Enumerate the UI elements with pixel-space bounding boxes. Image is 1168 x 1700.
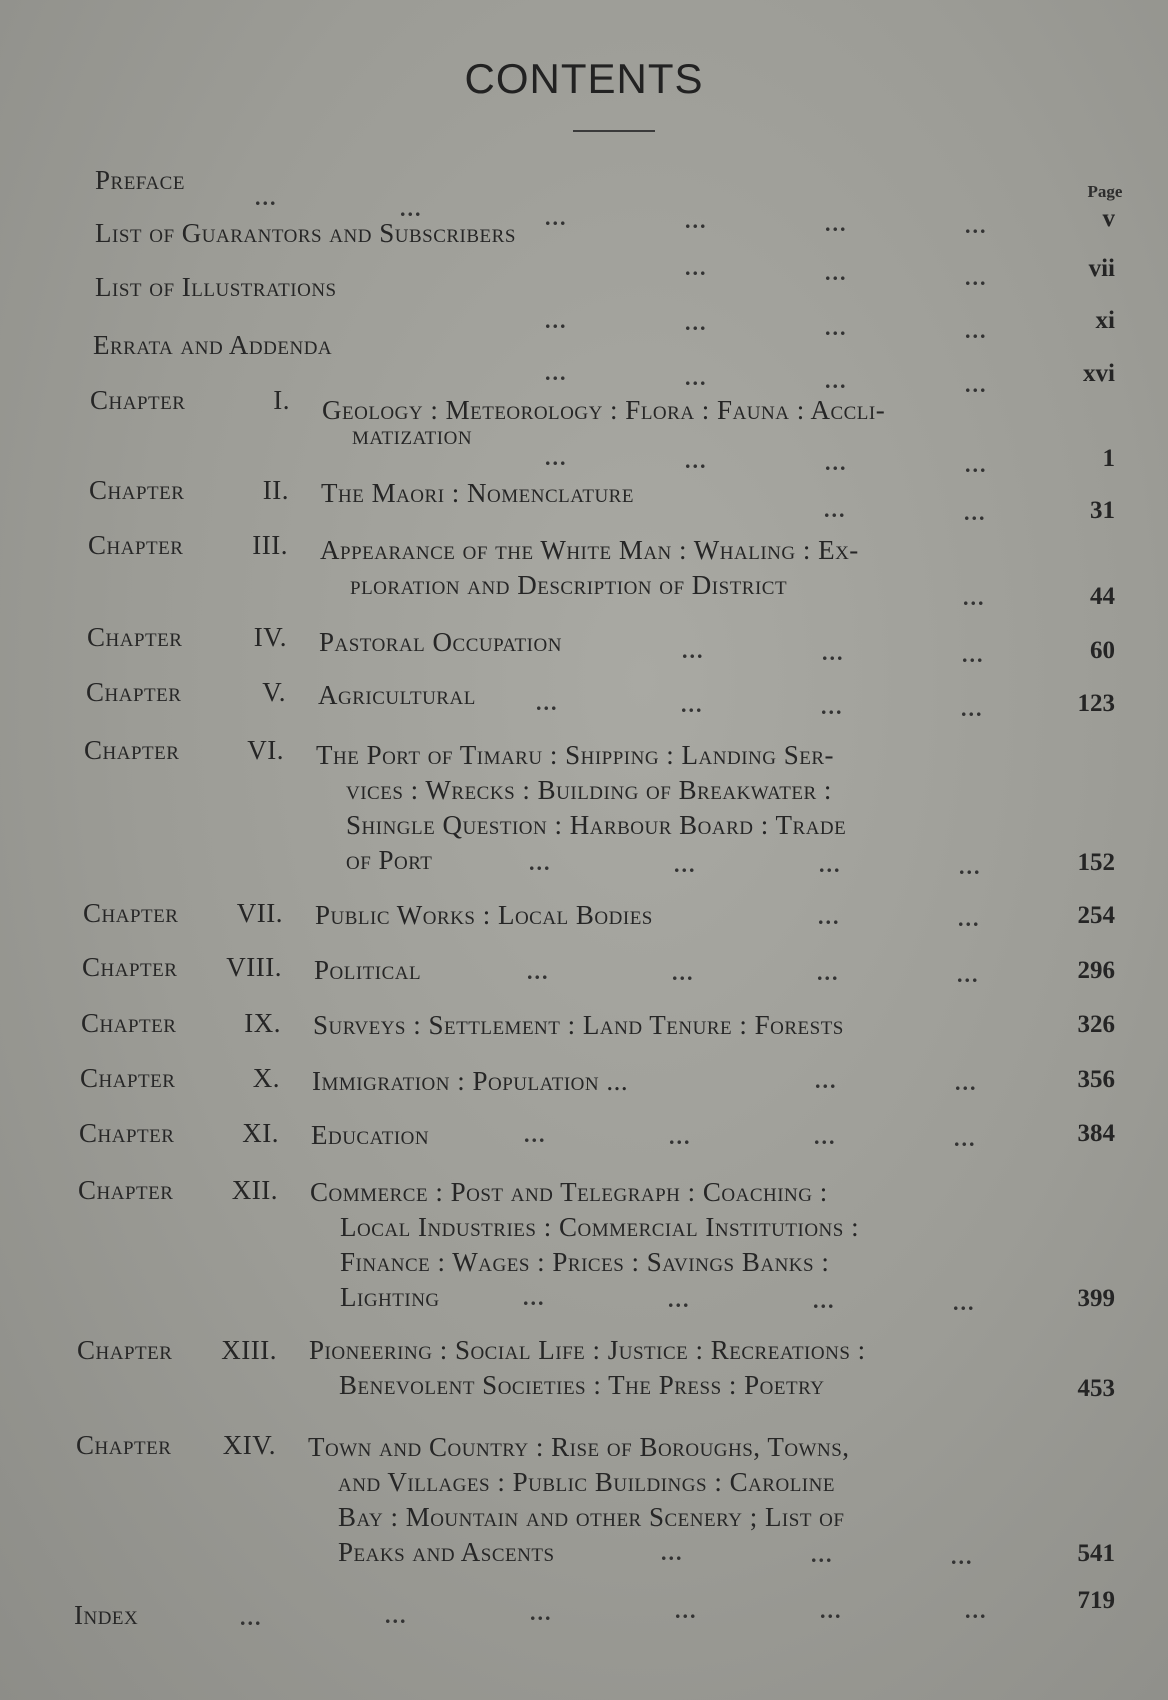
leader-dots: ...: [529, 850, 552, 875]
chapter-numeral: IV.: [253, 622, 287, 652]
chapter-word: Chapter: [86, 677, 182, 707]
chapter-numeral: X.: [252, 1063, 280, 1093]
chapter-page: 296: [1077, 957, 1115, 984]
leader-dots: ...: [965, 265, 988, 290]
chapter-title-line: vices : Wrecks : Building of Breakwater :: [346, 775, 832, 805]
chapter-word: Chapter: [88, 530, 184, 560]
chapter-word: Chapter: [76, 1430, 172, 1460]
chapter-page: 60: [1090, 637, 1115, 664]
leader-dots: ...: [675, 1598, 698, 1623]
chapter-page: 399: [1077, 1285, 1115, 1312]
chapter-numeral: II.: [262, 475, 289, 505]
leader-dots: ...: [545, 360, 568, 385]
leader-dots: ...: [685, 448, 708, 473]
chapter-title-line: Political: [314, 955, 422, 985]
front-entry-label: List of Guarantors and Subscribers: [95, 218, 516, 248]
leader-dots: ...: [962, 642, 985, 667]
chapter-page: 326: [1077, 1011, 1115, 1038]
chapter-word: Chapter: [77, 1335, 173, 1365]
chapter-title-line: Education: [311, 1120, 430, 1150]
leader-dots: ...: [527, 959, 550, 984]
leader-dots: ...: [813, 1288, 836, 1313]
leader-dots: ...: [965, 213, 988, 238]
leader-dots: ...: [825, 450, 848, 475]
chapter-word: Chapter: [81, 1008, 177, 1038]
leader-dots: ...: [530, 1600, 553, 1625]
leader-dots: ...: [685, 365, 708, 390]
leader-dots: ...: [825, 211, 848, 236]
chapter-title-line: ploration and Description of District: [350, 570, 788, 600]
chapter-word: Chapter: [80, 1063, 176, 1093]
chapter-title-line: and Villages : Public Buildings : Caroline: [338, 1467, 835, 1497]
chapter-word: Chapter: [78, 1175, 174, 1205]
chapter-title-line: Local Industries : Commercial Institutions :: [340, 1212, 860, 1242]
leader-dots: ...: [523, 1285, 546, 1310]
leader-dots: ...: [964, 500, 987, 525]
front-entry-label: List of Illustrations: [95, 272, 337, 302]
chapter-page: 254: [1077, 902, 1115, 929]
chapter-title-line: Immigration : Population ...: [312, 1066, 629, 1096]
chapter-title-line: matization: [352, 420, 473, 450]
leader-dots: ...: [951, 1544, 974, 1569]
leader-dots: ...: [822, 640, 845, 665]
chapter-page: 152: [1077, 849, 1115, 876]
leader-dots: ...: [815, 1068, 838, 1093]
chapter-page: 453: [1077, 1375, 1115, 1402]
chapter-numeral: IX.: [244, 1008, 281, 1038]
leader-dots: ...: [685, 255, 708, 280]
front-entry-page: xi: [1095, 307, 1115, 334]
chapter-numeral: VIII.: [226, 952, 282, 982]
chapter-page: 44: [1090, 583, 1115, 610]
index-label: Index: [74, 1600, 139, 1630]
chapter-title-line: The Maori : Nomenclature: [321, 478, 634, 508]
front-entry-page: vii: [1088, 255, 1115, 282]
leader-dots: ...: [820, 1598, 843, 1623]
leader-dots: ...: [240, 1605, 263, 1630]
chapter-word: Chapter: [87, 622, 183, 652]
chapter-page: 384: [1077, 1120, 1115, 1147]
chapter-title-line: The Port of Timaru : Shipping : Landing Ser-: [316, 740, 835, 770]
leader-dots: ...: [661, 1540, 684, 1565]
chapter-title-line: Geology : Meteorology : Flora : Fauna : Accli-: [322, 395, 886, 425]
chapter-numeral: XII.: [231, 1175, 278, 1205]
leader-dots: ...: [955, 1070, 978, 1095]
chapter-title-line: Public Works : Local Bodies: [315, 900, 653, 930]
leader-dots: ...: [825, 368, 848, 393]
chapter-numeral: XIV.: [222, 1430, 276, 1460]
leader-dots: ...: [959, 854, 982, 879]
chapter-word: Chapter: [84, 735, 180, 765]
chapter-title-line: of Port: [346, 845, 433, 875]
leader-dots: ...: [824, 497, 847, 522]
leader-dots: ...: [963, 585, 986, 610]
leader-dots: ...: [953, 1290, 976, 1315]
leader-dots: ...: [685, 310, 708, 335]
chapter-numeral: XIII.: [221, 1335, 277, 1365]
chapter-page: 123: [1077, 690, 1115, 717]
leader-dots: ...: [536, 690, 559, 715]
chapter-title-line: Pastoral Occupation: [319, 627, 562, 657]
leader-dots: ...: [818, 904, 841, 929]
leader-dots: ...: [965, 318, 988, 343]
leader-dots: ...: [965, 452, 988, 477]
page-column-heading: Page: [1087, 182, 1123, 201]
chapter-title-line: Surveys : Settlement : Land Tenure : Forests: [313, 1010, 844, 1040]
front-entry-label: Errata and Addenda: [93, 330, 333, 360]
chapter-word: Chapter: [89, 475, 185, 505]
chapter-title-line: Lighting: [340, 1282, 440, 1312]
chapter-title-line: Finance : Wages : Prices : Savings Banks :: [340, 1247, 830, 1277]
leader-dots: ...: [821, 694, 844, 719]
chapter-numeral: VII.: [236, 898, 283, 928]
chapter-title-line: Peaks and Ascents: [338, 1537, 555, 1567]
chapter-title-line: Shingle Question : Harbour Board : Trade: [346, 810, 847, 840]
chapter-word: Chapter: [82, 952, 178, 982]
leader-dots: ...: [685, 208, 708, 233]
front-entry-page: xvi: [1083, 360, 1115, 387]
chapter-numeral: XI.: [242, 1118, 279, 1148]
leader-dots: ...: [668, 1287, 691, 1312]
chapter-numeral: VI.: [247, 735, 284, 765]
leader-dots: ...: [400, 196, 423, 221]
leader-dots: ...: [674, 852, 697, 877]
chapter-title-line: Bay : Mountain and other Scenery ; List of: [338, 1502, 845, 1532]
index-page: 719: [1077, 1587, 1115, 1614]
leader-dots: ...: [255, 185, 278, 210]
leader-dots: ...: [965, 1598, 988, 1623]
page-title: CONTENTS: [464, 55, 704, 102]
chapter-numeral: I.: [273, 385, 290, 415]
leader-dots: ...: [954, 1126, 977, 1151]
leader-dots: ...: [385, 1603, 408, 1628]
leader-dots: ...: [682, 638, 705, 663]
front-entry-label: Preface: [95, 165, 185, 195]
chapter-page: 541: [1077, 1540, 1115, 1567]
chapter-page: 31: [1090, 497, 1115, 524]
leader-dots: ...: [825, 260, 848, 285]
leader-dots: ...: [672, 960, 695, 985]
leader-dots: ...: [961, 696, 984, 721]
leader-dots: ...: [814, 1124, 837, 1149]
chapter-title-line: Pioneering : Social Life : Justice : Recreations :: [309, 1335, 866, 1365]
chapter-title-line: Commerce : Post and Telegraph : Coaching :: [310, 1177, 828, 1207]
chapter-title-line: Appearance of the White Man : Whaling : Ex-: [320, 535, 859, 565]
chapter-page: 356: [1077, 1066, 1115, 1093]
chapter-word: Chapter: [90, 385, 186, 415]
leader-dots: ...: [524, 1122, 547, 1147]
leader-dots: ...: [817, 960, 840, 985]
chapter-word: Chapter: [79, 1118, 175, 1148]
leader-dots: ...: [819, 852, 842, 877]
chapter-title-line: Benevolent Societies : The Press : Poetry: [339, 1370, 825, 1400]
chapter-numeral: III.: [252, 530, 288, 560]
chapter-word: Chapter: [83, 898, 179, 928]
leader-dots: ...: [545, 205, 568, 230]
chapter-title-line: Agricultural: [318, 680, 476, 710]
title-rule: [573, 130, 655, 132]
leader-dots: ...: [957, 962, 980, 987]
leader-dots: ...: [669, 1124, 692, 1149]
leader-dots: ...: [811, 1542, 834, 1567]
leader-dots: ...: [545, 308, 568, 333]
leader-dots: ...: [545, 445, 568, 470]
leader-dots: ...: [965, 372, 988, 397]
leader-dots: ...: [958, 906, 981, 931]
leader-dots: ...: [825, 315, 848, 340]
chapter-numeral: V.: [262, 677, 286, 707]
chapter-title-line: Town and Country : Rise of Boroughs, Towns,: [308, 1432, 850, 1462]
chapter-page: 1: [1102, 445, 1115, 472]
front-entry-page: v: [1102, 205, 1115, 232]
leader-dots: ...: [681, 692, 704, 717]
